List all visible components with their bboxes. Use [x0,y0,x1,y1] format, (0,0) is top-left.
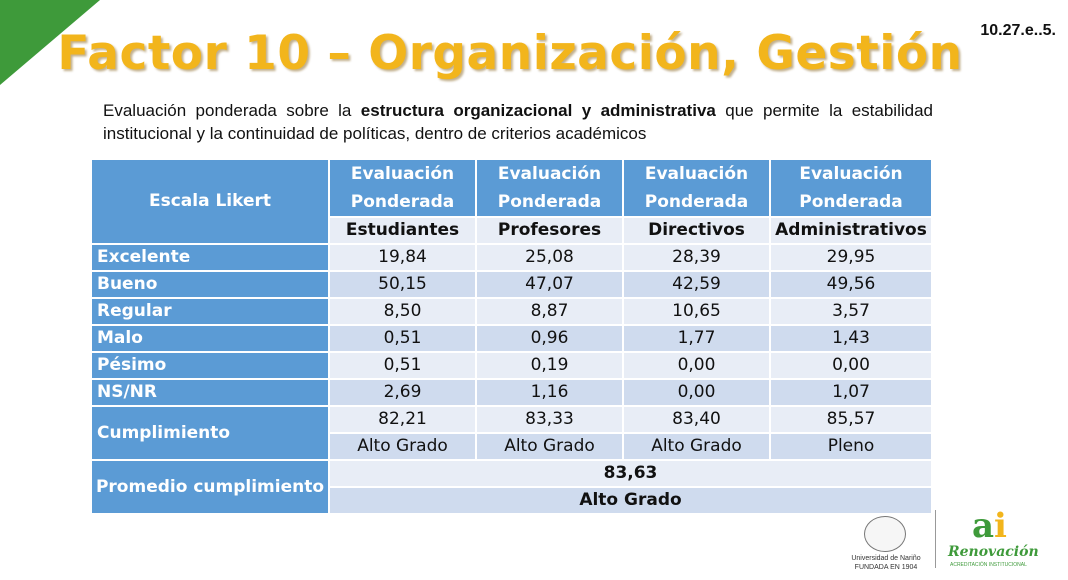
footer-logos [840,506,1040,580]
table-cell: 82,21 [329,406,476,433]
table-cell: 8,87 [476,298,623,325]
table-cell: 0,00 [623,352,770,379]
logo-divider [935,510,936,568]
table-cell: 42,59 [623,271,770,298]
university-seal-icon [864,516,906,552]
promedio-value: 83,63 [329,460,932,487]
table-cell: 10,65 [623,298,770,325]
subtitle-bold: estructura organizacional y administrativa [360,101,716,120]
table-cell: 1,07 [770,379,932,406]
table-cell: 2,69 [329,379,476,406]
column-header-profesores: Profesores [476,217,623,244]
table-row-cumplimiento [91,406,932,433]
table-cell: 3,57 [770,298,932,325]
table-cell: 0,96 [476,325,623,352]
renovacion-subtitle: ACREDITACIÓN INSTITUCIONAL [950,562,1027,568]
table-cell: 8,50 [329,298,476,325]
row-label: Bueno [91,271,329,298]
row-label: Regular [91,298,329,325]
table-cell: 1,16 [476,379,623,406]
table-cell: 0,00 [623,379,770,406]
table-cell: 19,84 [329,244,476,271]
group-header: Evaluación Ponderada [476,159,623,217]
slide-title: Factor 10 – Organización, Gestión [57,26,963,81]
column-header-estudiantes: Estudiantes [329,217,476,244]
table-row-promedio [91,460,932,487]
table-row [91,271,932,298]
renovacion-logo-text: Renovación [948,544,1039,560]
promedio-label: Promedio cumplimiento [91,460,329,514]
subtitle-post: que permite la estabilidad institucional y la continuidad de políticas, dentro de criterios académicos [103,101,933,143]
table-cell: 83,40 [623,406,770,433]
slide-code: 10.27.e..5. [980,22,1056,39]
table-row [91,352,932,379]
group-header: Evaluación Ponderada [329,159,476,217]
table-row [91,325,932,352]
table-cell: 28,39 [623,244,770,271]
row-label: Pésimo [91,352,329,379]
ai-logo: ai [972,506,1007,546]
table-cell: 25,08 [476,244,623,271]
group-header: Evaluación Ponderada [623,159,770,217]
column-header-administrativos: Administrativos [770,217,932,244]
table-cell: 29,95 [770,244,932,271]
table-cell: 50,15 [329,271,476,298]
university-name: Universidad de Nariño FUNDADA EN 1904 [851,555,921,571]
table-cell: 85,57 [770,406,932,433]
row-label: Malo [91,325,329,352]
table-cell: 0,00 [770,352,932,379]
table-cell: 1,43 [770,325,932,352]
group-header: Evaluación Ponderada [770,159,932,217]
table-cell: 83,33 [476,406,623,433]
table-row [91,298,932,325]
row-label: NS/NR [91,379,329,406]
table-row [91,379,932,406]
scale-header: Escala Likert [91,159,329,244]
table-cell: 0,19 [476,352,623,379]
grade-cell: Alto Grado [623,433,770,460]
grade-cell: Alto Grado [329,433,476,460]
slide-subtitle [103,99,933,145]
column-header-directivos: Directivos [623,217,770,244]
table-row [91,244,932,271]
grade-cell: Alto Grado [476,433,623,460]
table-cell: 0,51 [329,352,476,379]
table-cell: 47,07 [476,271,623,298]
table-cell: 1,77 [623,325,770,352]
row-label: Excelente [91,244,329,271]
table-cell: 0,51 [329,325,476,352]
grade-cell: Pleno [770,433,932,460]
likert-table [90,158,933,515]
subtitle-pre: Evaluación ponderada sobre la [103,101,361,120]
table-cell: 49,56 [770,271,932,298]
promedio-grade: Alto Grado [329,487,932,514]
cumplimiento-label: Cumplimiento [91,406,329,460]
